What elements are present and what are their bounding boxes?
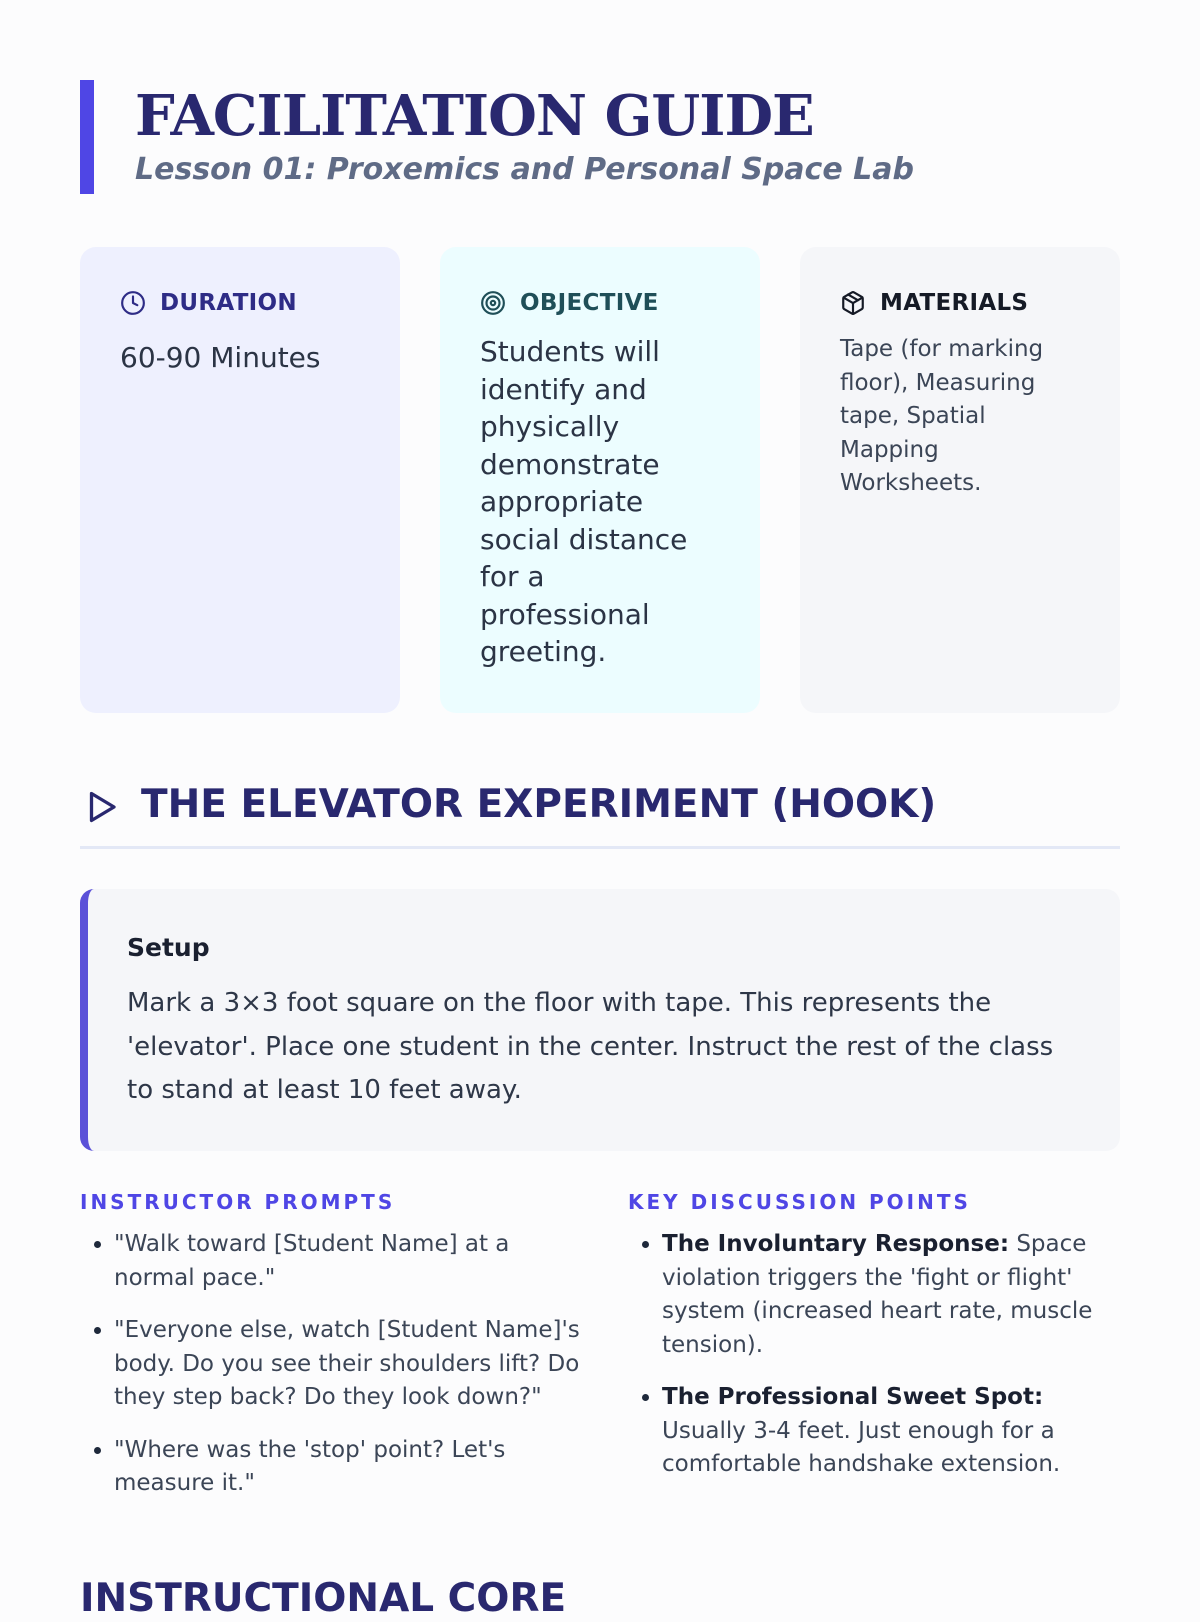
page-subtitle: Lesson 01: Proxemics and Personal Space Lab bbox=[135, 152, 914, 187]
materials-card bbox=[800, 247, 1120, 713]
objective-value: Students will identify and physically demonstrate appropriate social distance for a professional greeting. bbox=[480, 335, 688, 668]
header bbox=[80, 80, 1120, 194]
instructor-prompts bbox=[80, 1190, 580, 1520]
objective-card-header bbox=[480, 287, 720, 319]
materials-label: MATERIALS bbox=[880, 290, 1029, 316]
duration-label: DURATION bbox=[160, 290, 297, 316]
discussion-title: KEY DISCUSSION POINTS bbox=[628, 1190, 971, 1214]
section-title: THE ELEVATOR EXPERIMENT (HOOK) bbox=[141, 782, 937, 827]
prompt-list bbox=[80, 1228, 580, 1501]
next-section-title: INSTRUCTIONAL CORE bbox=[80, 1576, 567, 1621]
list-item: • "Everyone else, watch [Student Name]'s body. Do you see their shoulders lift? Do they step back? Do they look down?" bbox=[114, 1314, 580, 1415]
overview-cards bbox=[80, 247, 1120, 713]
objective-label: OBJECTIVE bbox=[520, 290, 659, 316]
discussion-text: Usually 3-4 feet. Just enough for a comfortable handshake extension. bbox=[662, 1417, 1061, 1477]
clock-icon bbox=[120, 290, 146, 316]
target-icon bbox=[480, 290, 506, 316]
duration-card bbox=[80, 247, 400, 713]
duration-value: 60-90 Minutes bbox=[120, 341, 321, 374]
discussion-term: The Professional Sweet Spot: bbox=[662, 1384, 1044, 1410]
page-title: FACILITATION GUIDE bbox=[135, 83, 814, 149]
header-accent-bar bbox=[80, 80, 94, 194]
section-heading bbox=[80, 782, 1120, 849]
play-icon bbox=[84, 788, 120, 826]
instructor-prompts-title: INSTRUCTOR PROMPTS bbox=[80, 1190, 396, 1214]
key-discussion-points bbox=[628, 1190, 1120, 1501]
setup-title: Setup bbox=[127, 933, 210, 962]
setup-text: Mark a 3×3 foot square on the floor with tape. This represents the 'elevator'. Place one student in the center. Instruct the rest of the class to stand at least 10 feet away. bbox=[127, 988, 1054, 1105]
discussion-text: Space violation triggers the 'fight or flight' system (increased heart rate, muscle tension). bbox=[662, 1231, 1093, 1358]
list-item: • "Walk toward [Student Name] at a normal pace." bbox=[114, 1228, 580, 1295]
duration-card-header bbox=[120, 287, 360, 319]
materials-value: Tape (for marking floor), Measuring tape, Spatial Mapping Worksheets. bbox=[840, 336, 1044, 496]
list-item bbox=[662, 1381, 1120, 1482]
materials-card-header bbox=[840, 287, 1080, 319]
setup-box bbox=[80, 889, 1120, 1151]
objective-card bbox=[440, 247, 760, 713]
list-item: • "Where was the 'stop' point? Let's measure it." bbox=[114, 1434, 580, 1501]
discussion-list bbox=[628, 1228, 1120, 1482]
list-item bbox=[662, 1228, 1120, 1362]
discussion-term: The Involuntary Response: bbox=[662, 1231, 1010, 1257]
box-icon bbox=[840, 290, 866, 316]
